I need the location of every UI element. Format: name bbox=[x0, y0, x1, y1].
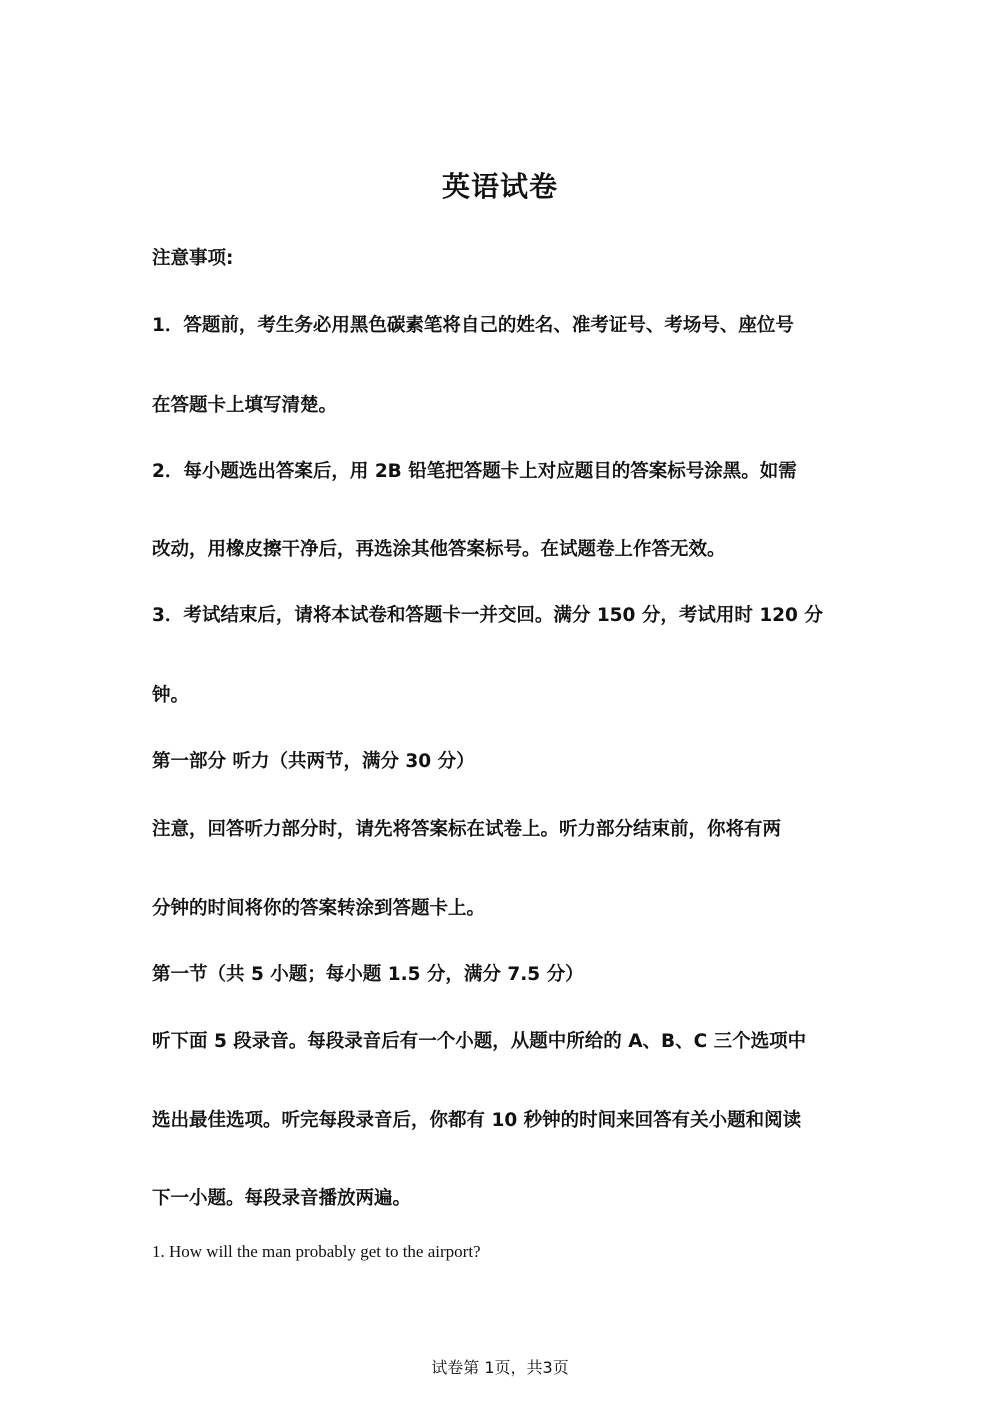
notes-line-3: 2．每小题选出答案后，用 2B 铅笔把答题卡上对应题目的答案标号涂黑。如需 bbox=[152, 461, 797, 482]
part1-note-line-1: 注意，回答听力部分时，请先将答案标在试卷上。听力部分结束前，你将有两 bbox=[152, 819, 782, 840]
notes-line-4: 改动，用橡皮擦干净后，再选涂其他答案标号。在试题卷上作答无效。 bbox=[152, 539, 726, 560]
notes-line-5: 3．考试结束后，请将本试卷和答题卡一并交回。满分 150 分，考试用时 120 分 bbox=[152, 605, 823, 626]
page-footer: 试卷第 1页，共3页 bbox=[431, 1358, 569, 1377]
part1-note-line-2: 分钟的时间将你的答案转涂到答题卡上。 bbox=[152, 898, 486, 919]
section1-instructions-line-2: 选出最佳选项。听完每段录音后，你都有 10 秒钟的时间来回答有关小题和阅读 bbox=[152, 1110, 802, 1131]
page-title: 英语试卷 bbox=[441, 170, 558, 203]
question-1: 1. How will the man probably get to the airport? bbox=[152, 1242, 481, 1261]
notes-line-6: 钟。 bbox=[152, 685, 190, 706]
notes-line-1: 1．答题前，考生务必用黑色碳素笔将自己的姓名、准考证号、考场号、座位号 bbox=[152, 315, 794, 336]
notes-line-2: 在答题卡上填写清楚。 bbox=[152, 395, 338, 416]
section1-heading: 第一节（共 5 小题；每小题 1.5 分，满分 7.5 分） bbox=[152, 964, 584, 985]
notes-heading: 注意事项: bbox=[152, 248, 234, 269]
section1-instructions-line-3: 下一小题。每段录音播放两遍。 bbox=[152, 1188, 412, 1209]
section1-instructions-line-1: 听下面 5 段录音。每段录音后有一个小题，从题中所给的 A、B、C 三个选项中 bbox=[152, 1031, 807, 1052]
part1-heading: 第一部分 听力（共两节，满分 30 分） bbox=[152, 751, 475, 772]
